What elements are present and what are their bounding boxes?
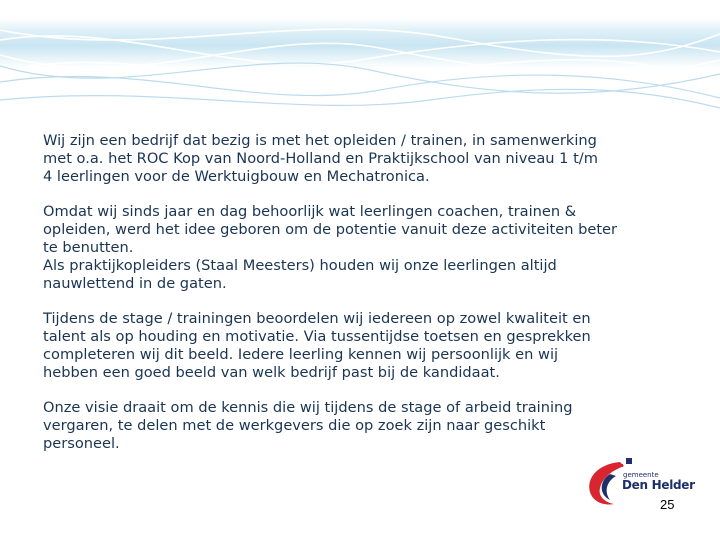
paragraph-intro: Wij zijn een bedrijf dat bezig is met het opleiden / trainen, in samenwerking met o.a. het ROC Kop van Noord-Holland en Praktijkschool van niveau 1 t/m 4 leerlingen voor de Werktuigbouw en Mechatronica. [43,132,598,185]
paragraph-assessment: Tijdens de stage / trainingen beoordelen wij iedereen op zowel kwaliteit en talent als op houding en motivatie. Via tussentijdse toetsen en gesprekken completeren wij dit beeld. Iedere leerling kennen wij persoonlijk en wij hebben een goed beeld van welk bedrijf past bij de kandidaat. [43,310,591,381]
page-number: 25 [660,497,675,512]
logo-name: Den Helder [622,478,695,492]
slide-body [43,132,683,470]
wave-header-decoration [0,0,720,120]
paragraph-vision: Onze visie draait om de kennis die wij tijdens de stage of arbeid training vergaren, te delen met de werkgevers die op zoek zijn naar geschikt personeel. [43,399,573,452]
logo-small-text: gemeente [623,471,659,479]
paragraph-coaching: Omdat wij sinds jaar en dag behoorlijk wat leerlingen coachen, trainen & opleiden, werd het idee geboren om de potentie vanuit deze activiteiten beter te benutten. Als praktijkopleiders (Staal Meesters) houden wij onze leerlingen altijd nauwlettend in de gaten. [43,203,618,292]
